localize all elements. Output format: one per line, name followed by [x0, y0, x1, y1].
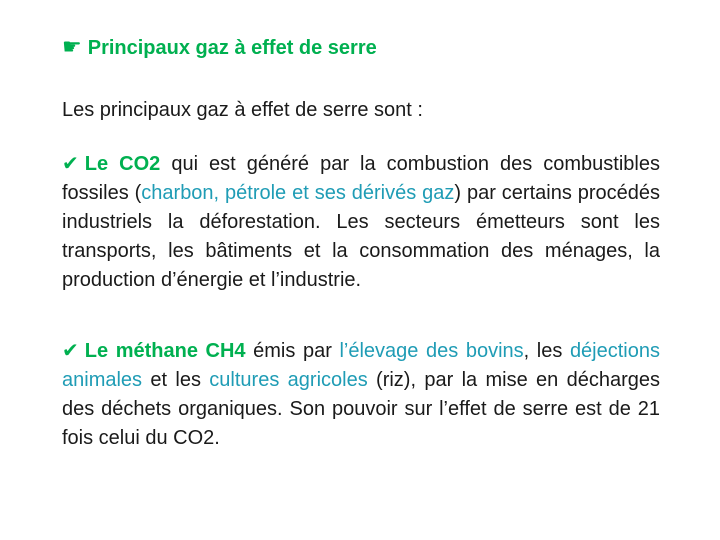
pointing-hand-icon: ☛ [62, 34, 82, 59]
co2-text-1: qui est généré par la combustion des combustibles fossiles ( [62, 153, 660, 204]
intro-text: Les principaux gaz à effet de serre sont : [62, 99, 423, 121]
bullet-methane [62, 337, 660, 453]
checkmark-icon: ✔ [62, 340, 79, 362]
methane-livestock: l’élevage des bovins [339, 340, 524, 362]
checkmark-icon: ✔ [62, 153, 79, 175]
co2-text-2: ) par certains procédés industriels la déforestation. Les secteurs émetteurs sont les transports, les bâtiments et la consommation des ménages, la production d’énergie et l’industrie. [62, 182, 661, 291]
methane-text-3: et les [142, 369, 210, 391]
methane-text-2: , les [523, 340, 570, 362]
co2-label: Le CO2 [84, 153, 161, 175]
page-title-text: Principaux gaz à effet de serre [87, 37, 377, 59]
methane-text-4: (riz), par la mise en décharges des déchets organiques. Son pouvoir sur l’effet de serre est de 21 fois celui du CO2. [62, 369, 661, 449]
methane-crops: cultures agricoles [209, 369, 368, 391]
methane-animal-waste: déjections animales [62, 340, 660, 391]
co2-fossil-fuels: charbon, pétrole et ses dérivés gaz [141, 182, 455, 204]
methane-text-1: émis par [245, 340, 340, 362]
methane-label: Le méthane CH4 [84, 340, 246, 362]
page-title [62, 34, 377, 60]
bullet-co2 [62, 150, 660, 295]
